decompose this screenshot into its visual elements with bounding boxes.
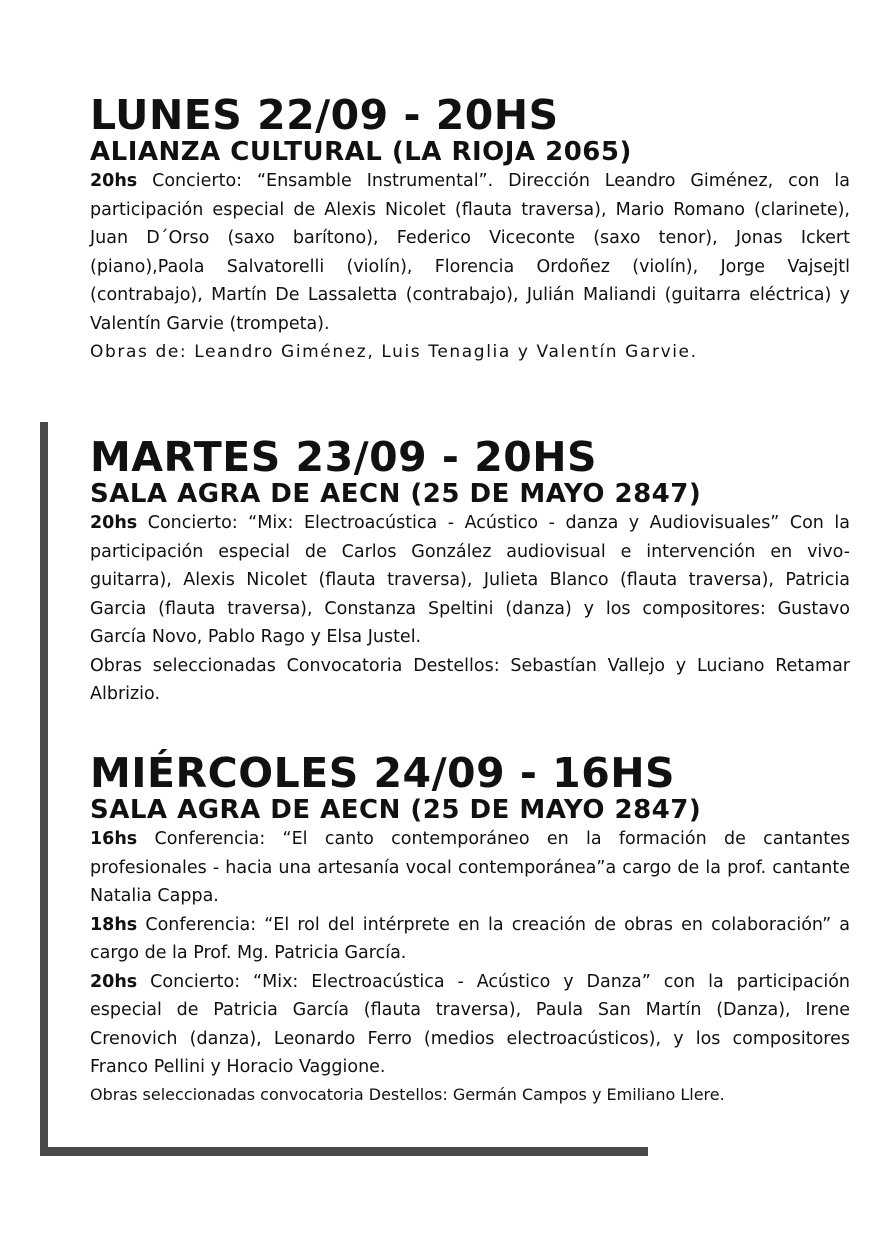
- event-description: [90, 167, 850, 338]
- event-time: 20hs: [90, 971, 138, 992]
- works-line: Obras seleccionadas Convocatoria Destellos: Sebastían Vallejo y Luciano Retamar Albrizio.: [90, 655, 850, 704]
- day-heading: MARTES 23/09 - 20HS: [90, 433, 598, 481]
- day-heading: MIÉRCOLES 24/09 - 16HS: [90, 749, 676, 797]
- works-line: Obras seleccionadas convocatoria Destellos: Germán Campos y Emiliano Llere.: [90, 1084, 725, 1104]
- frame-left-bar: [40, 422, 48, 1156]
- event-time: 20hs: [90, 513, 138, 533]
- event-text: Conferencia: “El canto contemporáneo en la formación de cantantes profesionales - hacia una artesanía vocal contemporánea”a cargo de la prof. cantante Natalia Cappa.: [90, 829, 850, 906]
- event-text: Concierto: “Mix: Electroacústica - Acústico - danza y Audiovisuales” Con la participación especial de Carlos González audiovisual e intervención en vivo- guitarra), Alexis Nicolet (flauta traversa), Julieta Blanco (flauta traversa), Patricia Garcia (flauta traversa), Constanza Speltini (danza) y los compositores: Gustavo García Novo, Pablo Rago y Elsa Justel.: [90, 513, 850, 647]
- event-text: Conferencia: “El rol del intérprete en la creación de obras en colaboración” a cargo de la Prof. Mg. Patricia García.: [90, 914, 850, 963]
- event-description: [90, 825, 850, 911]
- event-description: [90, 509, 850, 652]
- event-description: [90, 911, 850, 968]
- event-description: [90, 968, 850, 1082]
- frame-bottom-bar: [40, 1147, 648, 1156]
- event-text: Concierto: “Mix: Electroacústica - Acústico y Danza” con la participación especial de Patricia García (flauta traversa), Paula San Martín (Danza), Irene Crenovich (danza), Leonardo Ferro (medios electroacústicos), y los compositores Franco Pellini y Horacio Vaggione.: [90, 971, 850, 1077]
- venue-heading: ALIANZA CULTURAL (LA RIOJA 2065): [90, 137, 632, 167]
- section-miercoles: [90, 751, 850, 1108]
- event-time: 20hs: [90, 171, 138, 191]
- section-martes: [90, 435, 850, 709]
- venue-heading: SALA AGRA DE AECN (25 DE MAYO 2847): [90, 479, 702, 509]
- event-time: 18hs: [90, 914, 138, 935]
- day-heading: LUNES 22/09 - 20HS: [90, 91, 559, 139]
- section-lunes: [90, 93, 850, 367]
- event-text: Concierto: “Ensamble Instrumental”. Dirección Leandro Giménez, con la participación especial de Alexis Nicolet (flauta traversa), Mario Romano (clarinete), Juan D´Orso (saxo barítono), Federico Viceconte (saxo tenor), Jonas Ickert (piano),Paola Salvatorelli (violín), Florencia Ordoñez (violín), Jorge Vajsejtl (contrabajo), Martín De Lassaletta (contrabajo), Julián Maliandi (guitarra eléctrica) y Valentín Garvie (trompeta).: [90, 171, 850, 334]
- works-line: Obras de: Leandro Giménez, Luis Tenaglia y Valentín Garvie.: [90, 342, 698, 362]
- event-time: 16hs: [90, 829, 138, 849]
- venue-heading: SALA AGRA DE AECN (25 DE MAYO 2847): [90, 795, 702, 825]
